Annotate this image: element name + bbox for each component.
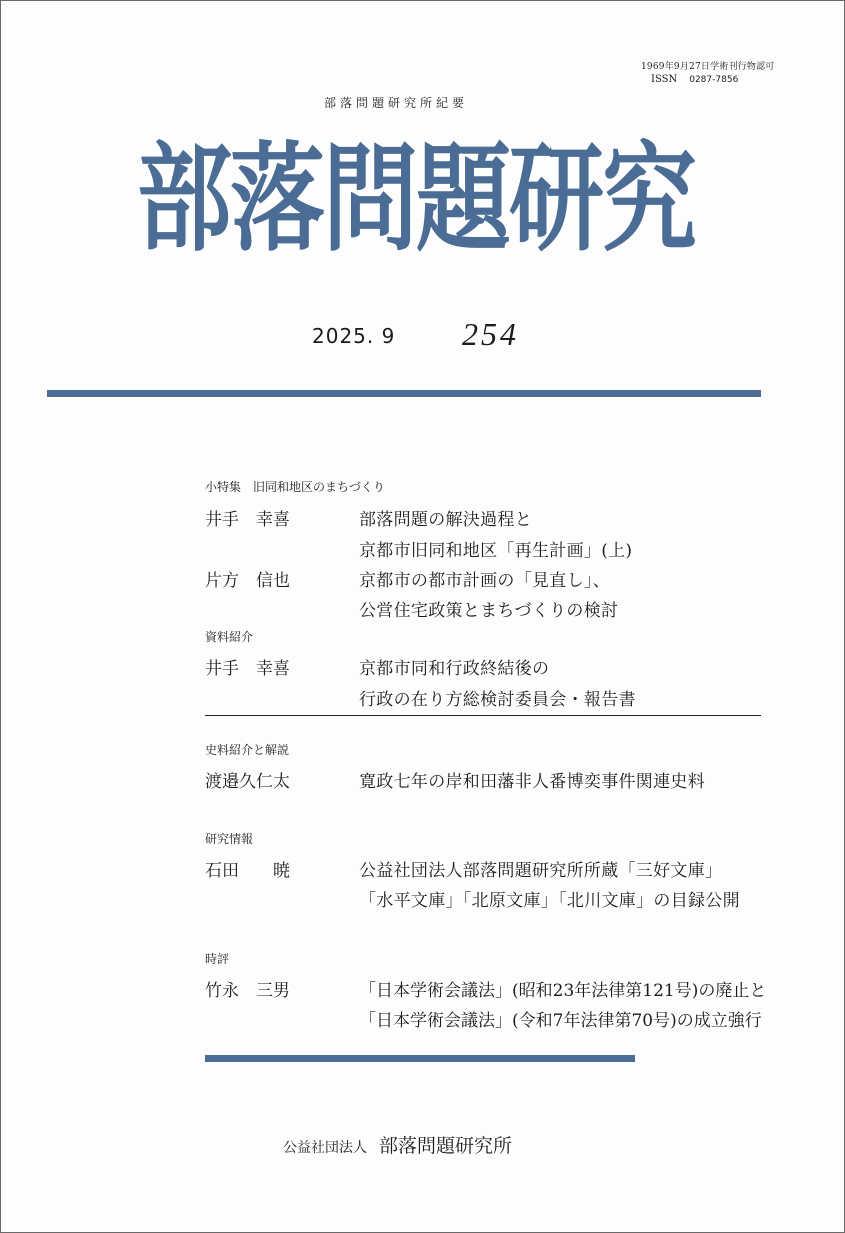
article-title-line: 公営住宅政策とまちづくりの検討 [359,601,619,621]
article-title-line: 寛政七年の岸和田藩非人番博奕事件関連史料 [359,772,705,792]
series-label: 部落問題研究所紀要 [324,96,469,110]
author: 石田 暁 [205,861,290,881]
article-title-line: 行政の在り方総検討委員会・報告書 [359,690,636,710]
registration-note: 1969年9月27日学術刊行物認可 [641,62,775,72]
publisher-type: 公益社団法人 [283,1140,367,1156]
section-label-commentary: 時評 [205,952,230,966]
article-title-line: 京都市の都市計画の「見直し」、 [359,571,610,591]
issue-date: 2025. 9 [312,324,396,348]
issn-label: ISSN [651,74,678,85]
issn-line [651,74,738,85]
article-title-line: 公益社団法人部落問題研究所所蔵「三好文庫」 [359,861,723,881]
article-title-line: 部落問題の解決過程と [359,510,532,530]
author: 井手 幸喜 [205,510,290,530]
issn-number: 0287-7856 [689,75,739,85]
author: 片方 信也 [205,571,290,591]
article-title-line: 「日本学術会議法」(昭和23年法律第121号)の廃止と [359,981,767,1001]
section-label-research: 研究情報 [205,832,254,846]
publisher [283,1131,512,1158]
section-label-special: 小特集 旧同和地区のまちづくり [205,480,385,494]
section-divider [205,715,761,716]
author: 渡邉久仁太 [205,772,290,792]
publisher-name: 部落問題研究所 [379,1135,513,1157]
section-label-material: 資料紹介 [205,630,254,644]
article-title-line: 「水平文庫」「北原文庫」「北川文庫」の目録公開 [359,891,740,911]
article-title-line: 京都市同和行政終結後の [359,659,550,679]
article-title-line: 京都市旧同和地区「再生計画」(上) [359,541,633,561]
top-accent-bar [47,390,761,397]
issue-number: 254 [462,316,519,352]
bottom-accent-bar [205,1055,635,1062]
journal-title: 部落問題研究 [137,131,696,268]
article-title-line: 「日本学術会議法」(令和7年法律第70号)の成立強行 [359,1011,762,1031]
author: 井手 幸喜 [205,659,290,679]
author: 竹永 三男 [205,981,290,1001]
section-label-historical: 史料紹介と解説 [205,743,290,757]
